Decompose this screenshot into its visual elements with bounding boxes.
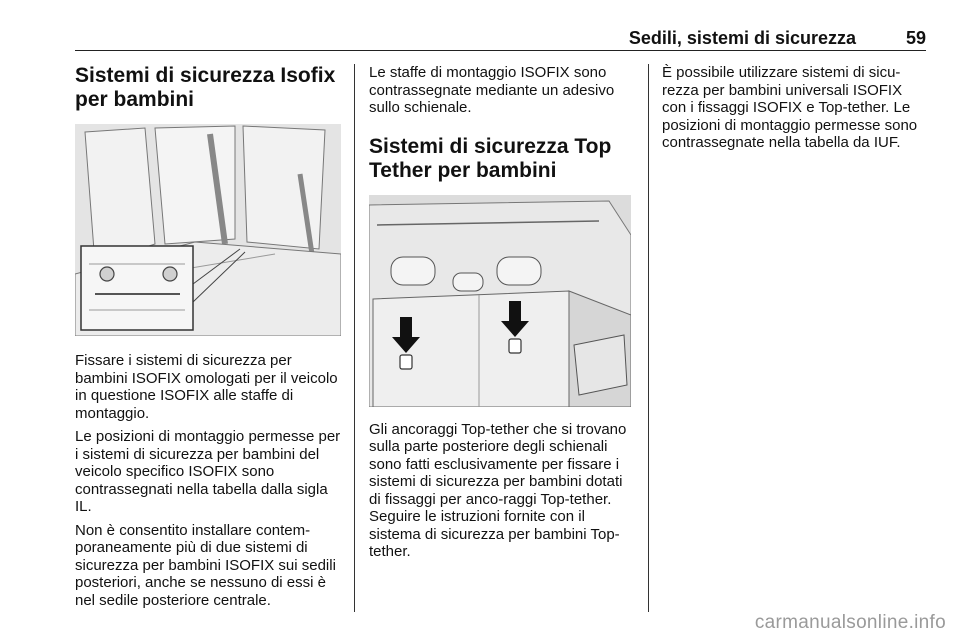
section-title: Sedili, sistemi di sicurezza (628, 28, 856, 48)
column-2 (369, 64, 635, 567)
column-1 (75, 64, 341, 615)
universal-isofix-paragraph: È possibile utilizzare sistemi di sicu-rezza per bambini universali ISOFIX con i fissaggi ISOFIX e Top-tether. Le posizioni di montaggio permesse sono contrassegnate nella tabella da IUF. (662, 64, 918, 151)
watermark-text: carmanualsonline.info (754, 612, 946, 633)
isofix-paragraph-1: Fissare i sistemi di sicurezza per bambini ISOFIX omologati per il veicolo in questione ISOFIX alle staffe di montaggio. (75, 352, 338, 422)
column-divider (354, 64, 355, 612)
top-tether-trunk-illustration (369, 195, 631, 407)
page-header (75, 28, 926, 51)
page-number: 59 (905, 28, 926, 48)
isofix-heading: Sistemi di sicurezza Isofix per bambini (75, 64, 336, 111)
column-divider (648, 64, 649, 612)
top-tether-paragraph: Gli ancoraggi Top-tether che si trovano sulla parte posteriore degli schienali sono fatti esclusivamente per fissare i sistemi di sicurezza per bambini dotati di fissaggi per anco-raggi Top-tether. Seguire le istruzioni fornite con il sistema di sicurezza per bambini Top-tether. (369, 420, 627, 560)
isofix-sticker-note: Le staffe di montaggio ISOFIX sono contrassegnate mediante un adesivo sullo schienale. (369, 64, 615, 116)
top-tether-heading: Sistemi di sicurezza Top Tether per bambini (369, 134, 612, 182)
column-3 (662, 64, 928, 158)
isofix-seat-illustration (75, 124, 341, 336)
isofix-paragraph-3: Non è consentito installare contem-poraneamente più di due sistemi di sicurezza per bambini ISOFIX sui sedili posteriori, anche se nessuno di essi è nel sedile posteriore centrale. (75, 521, 336, 609)
isofix-paragraph-2: Le posizioni di montaggio permesse per i sistemi di sicurezza per bambini del veicolo specifico ISOFIX sono contrassegnati nella tabella dalla sigla IL. (75, 428, 341, 515)
